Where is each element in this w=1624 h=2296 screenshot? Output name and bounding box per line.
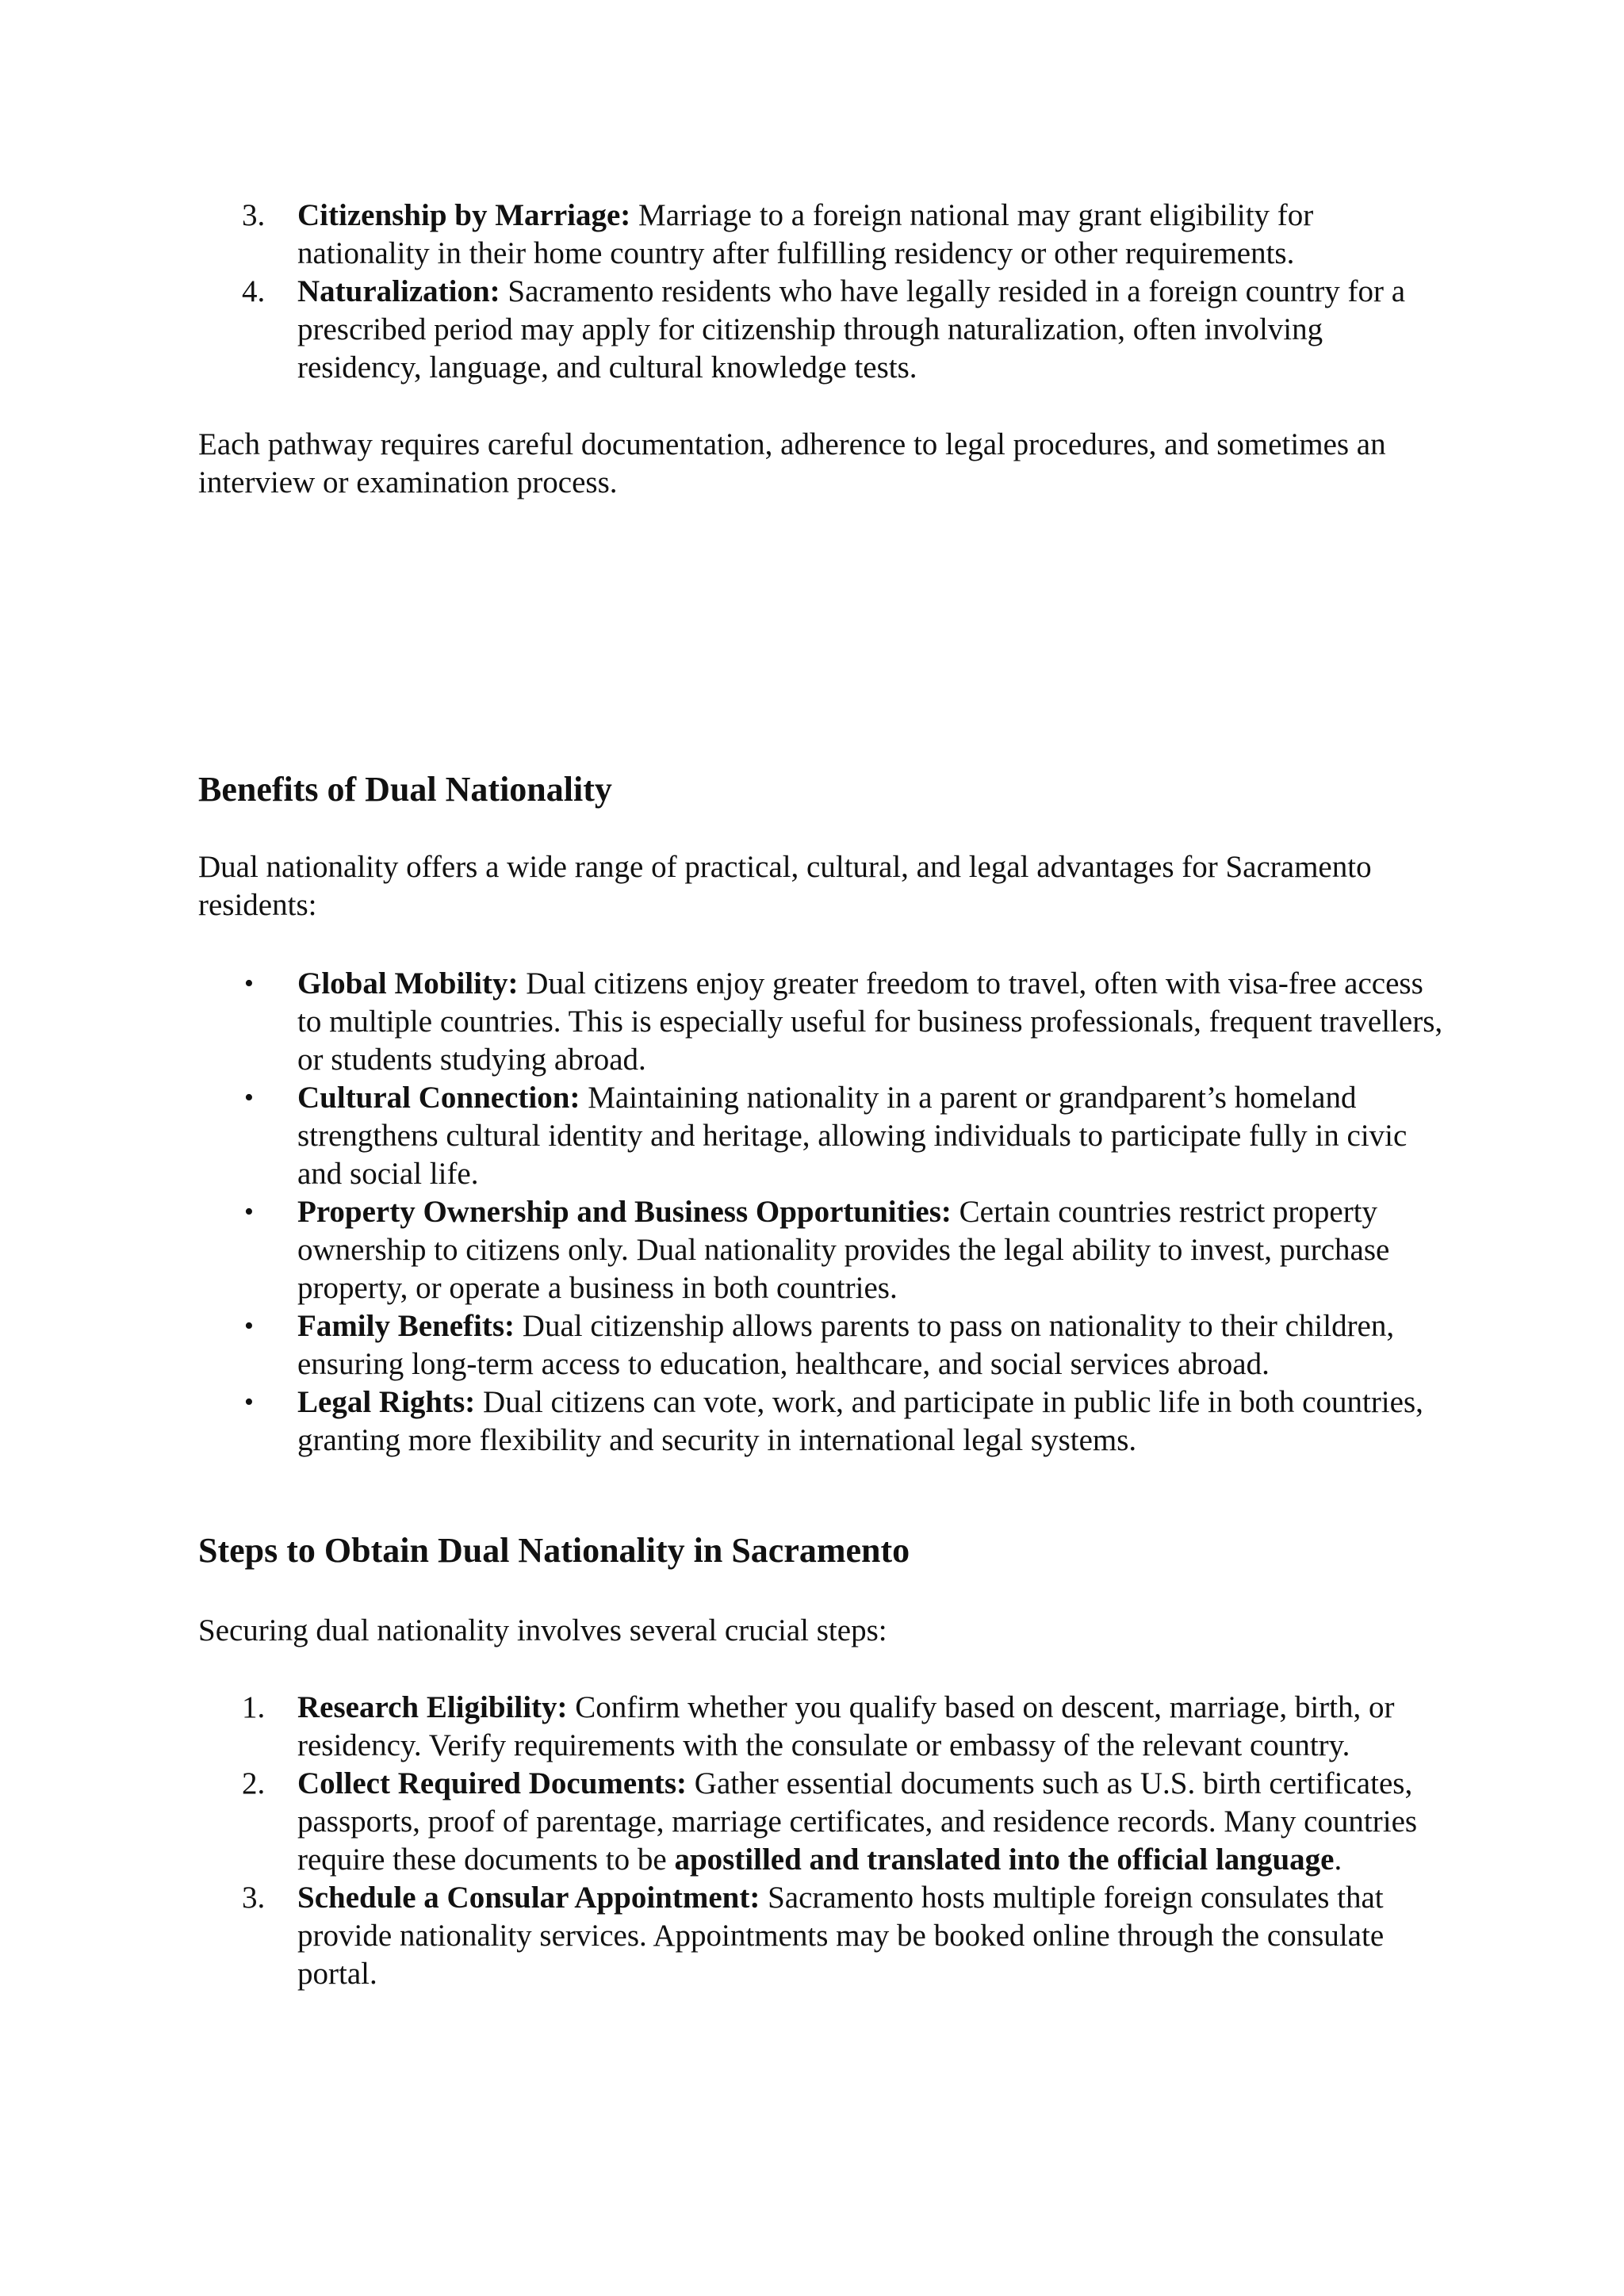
list-number: 4. [242, 274, 266, 308]
item-lead: Global Mobility: [297, 966, 519, 1001]
benefits-intro-block [198, 848, 1451, 924]
item-text: Gather essential documents such as U.S. birth certificates, passports, proof of parentage, marriage certificates, and residence records. Many countries require these documents to be [297, 1766, 1418, 1877]
list-item [198, 1765, 1451, 1879]
item-text: Marriage to a foreign national may grant eligibility for nationality in their home country after fulfilling residency or other requirements. [297, 198, 1314, 270]
item-lead: Property Ownership and Business Opportunities: [297, 1195, 952, 1229]
item-lead: Collect Required Documents: [297, 1766, 688, 1800]
pathways-list-block [198, 197, 1451, 387]
benefits-list-block [198, 965, 1451, 1460]
item-lead: Research Eligibility: [297, 1690, 568, 1724]
steps-heading: Steps to Obtain Dual Nationality in Sacramento [198, 1531, 910, 1570]
bullet-marker: • [244, 1197, 254, 1226]
list-number: 1. [242, 1690, 266, 1724]
steps-intro: Securing dual nationality involves several crucial steps: [198, 1613, 887, 1647]
benefits-heading: Benefits of Dual Nationality [198, 770, 612, 809]
list-item [198, 1879, 1451, 1993]
item-tail: . [1334, 1843, 1342, 1877]
list-number: 2. [242, 1766, 266, 1800]
bullet-marker: • [244, 969, 254, 998]
benefits-heading-block [198, 769, 1451, 810]
steps-heading-block [198, 1530, 1451, 1571]
item-text: Dual citizens can vote, work, and participate in public life in both countries, granting more flexibility and security in international legal systems. [297, 1385, 1423, 1457]
list-item [198, 1079, 1451, 1193]
steps-list [198, 1689, 1451, 1993]
item-lead: Cultural Connection: [297, 1081, 580, 1115]
steps-intro-block [198, 1612, 1451, 1650]
benefits-list [198, 965, 1451, 1460]
pathways-list [198, 197, 1451, 387]
list-item [198, 1689, 1451, 1765]
item-lead: Family Benefits: [297, 1309, 515, 1343]
item-text: Confirm whether you qualify based on descent, marriage, birth, or residency. Verify requirements with the consulate or embassy of the relevant country. [297, 1690, 1395, 1762]
benefits-intro: Dual nationality offers a wide range of practical, cultural, and legal advantages for Sacramento residents: [198, 850, 1372, 922]
list-item [198, 1383, 1451, 1460]
item-lead: Legal Rights: [297, 1385, 476, 1419]
item-text: Maintaining nationality in a parent or grandparent’s homeland strengthens cultural identity and heritage, allowing individuals to participate fully in civic and social life. [297, 1081, 1408, 1191]
pathways-summary-block [198, 426, 1451, 502]
item-lead: Citizenship by Marriage: [297, 198, 631, 232]
item-emphasis: apostilled and translated into the official language [674, 1843, 1335, 1877]
list-number: 3. [242, 198, 266, 232]
list-item [198, 1307, 1451, 1383]
bullet-marker: • [244, 1083, 254, 1112]
pathways-summary: Each pathway requires careful documentation, adherence to legal procedures, and sometimes an interview or examination process. [198, 427, 1386, 499]
item-text: Certain countries restrict property ownership to citizens only. Dual nationality provides the legal ability to invest, purchase property, or operate a business in both countries. [297, 1195, 1390, 1305]
steps-list-block [198, 1689, 1451, 1993]
list-number: 3. [242, 1881, 266, 1915]
item-text: Sacramento residents who have legally resided in a foreign country for a prescribed period may apply for citizenship through naturalization, often involving residency, language, and cultural knowledge tests. [297, 274, 1406, 385]
list-item [198, 965, 1451, 1079]
bullet-marker: • [244, 1387, 254, 1417]
item-lead: Schedule a Consular Appointment: [297, 1881, 760, 1915]
list-item [198, 1193, 1451, 1307]
item-lead: Naturalization: [297, 274, 500, 308]
list-item [198, 197, 1451, 273]
item-text: Dual citizens enjoy greater freedom to travel, often with visa-free access to multiple countries. This is especially useful for business professionals, frequent travellers, or students studying abroad. [297, 966, 1443, 1077]
bullet-marker: • [244, 1311, 254, 1341]
item-text: Dual citizenship allows parents to pass on nationality to their children, ensuring long-term access to education, healthcare, and social services abroad. [297, 1309, 1395, 1381]
list-item [198, 273, 1451, 387]
item-text: Sacramento hosts multiple foreign consulates that provide nationality services. Appointments may be booked online through the consulate portal. [297, 1881, 1385, 1991]
